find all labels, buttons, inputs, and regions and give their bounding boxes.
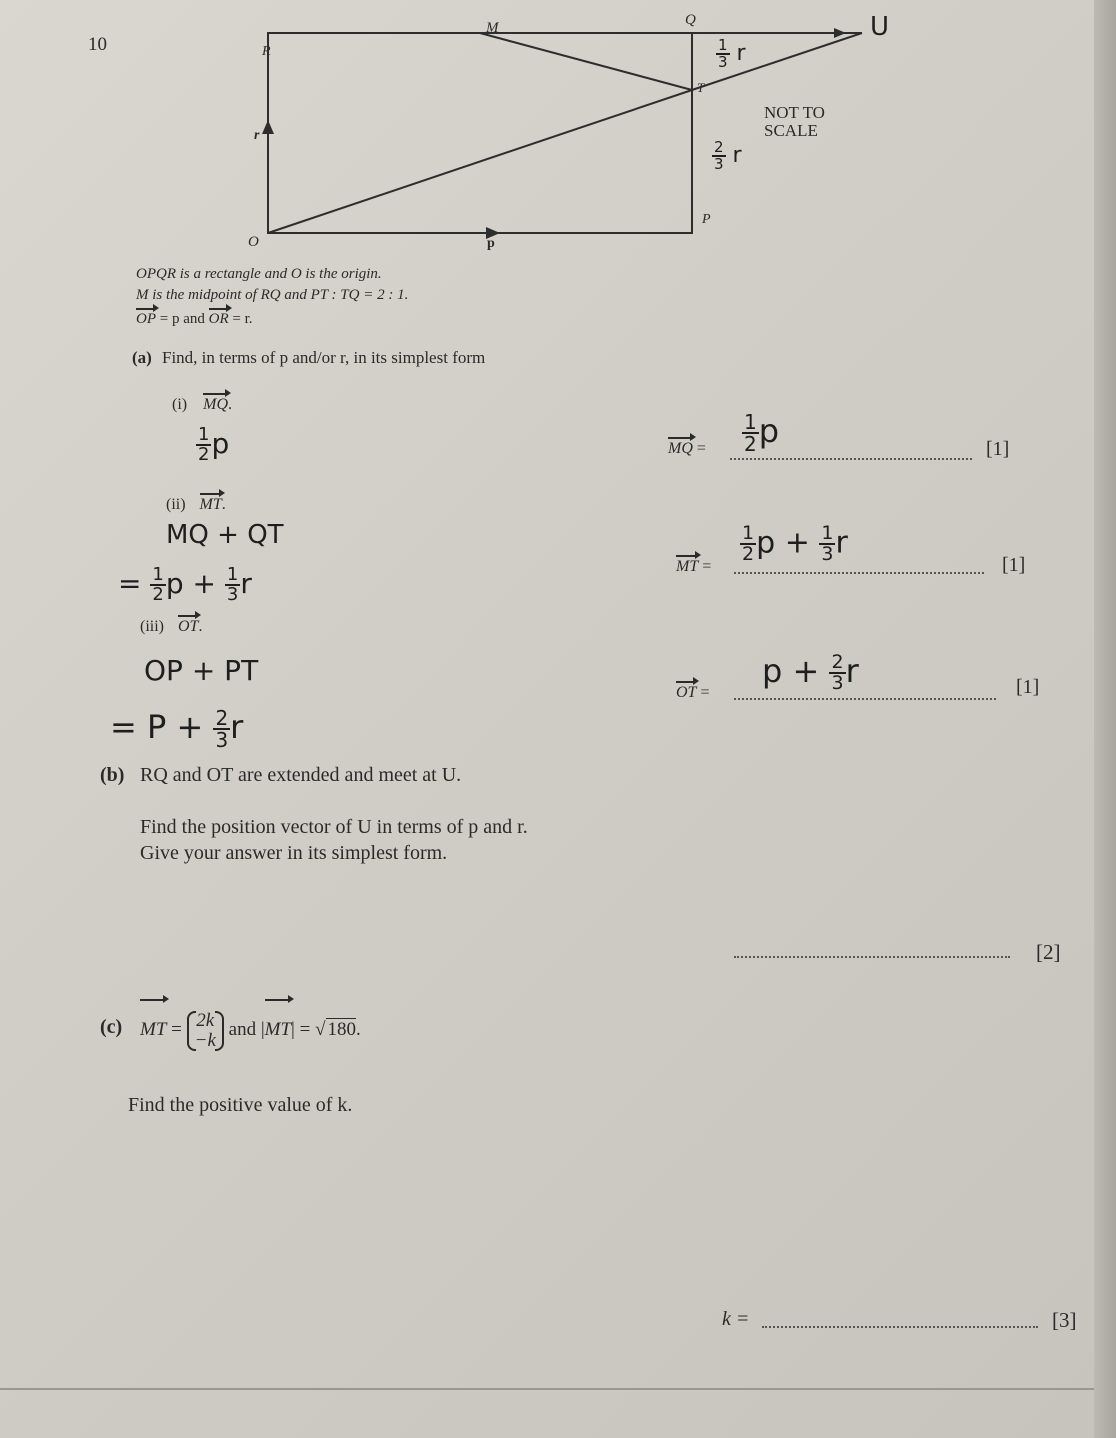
w3-prefix: = <box>110 708 137 746</box>
column-vector <box>187 1011 224 1051</box>
part-c-answer-label: k = <box>722 1308 750 1330</box>
hand-frac-mid-num: 2 <box>714 138 724 156</box>
answer-line-a-iii[interactable] <box>734 698 996 700</box>
eq-i: = <box>696 440 706 457</box>
w2-v1: p <box>165 567 184 600</box>
part-c-label: (c) <box>100 1016 123 1038</box>
part-a-i-working <box>196 426 229 464</box>
eq-ii: = <box>702 558 712 575</box>
w2-f1-den: 2 <box>152 584 164 605</box>
work-i-var: p <box>211 427 230 460</box>
a2-f2-den: 3 <box>821 543 834 565</box>
arrow-qu <box>834 28 846 38</box>
ans-i-num: 1 <box>744 410 757 434</box>
part-a-i-label: (i) <box>172 396 188 413</box>
part-a-i-question: (i) MQ. <box>172 396 232 413</box>
hand-frac-top-var: r <box>736 41 746 66</box>
part-c-line2: Find the positive value of k. <box>128 1094 353 1116</box>
sqrt-symbol: √ <box>315 1019 326 1040</box>
part-a-i-answer <box>742 412 779 454</box>
part-b-line2: Find the position vector of U in terms of p and r. <box>140 816 528 838</box>
label-p: P <box>702 212 711 227</box>
hand-frac-mid-den: 3 <box>714 155 724 173</box>
hand-annotation-two-thirds-r <box>712 140 742 172</box>
column-vector-top: 2k <box>196 1009 215 1031</box>
intro-line2: M is the midpoint of RQ and PT : TQ = 2 : 1. <box>136 287 409 303</box>
w2-f1-num: 1 <box>152 564 164 585</box>
work-i-num: 1 <box>198 424 210 445</box>
w2-v2: r <box>240 567 252 600</box>
w3-f2-num: 2 <box>215 706 229 730</box>
part-a-ii-label: (ii) <box>166 496 186 513</box>
part-c-question <box>140 1002 361 1058</box>
part-a-iii-question: (iii) OT. <box>140 618 203 635</box>
line-ot <box>268 90 692 233</box>
w3-f2-den: 3 <box>215 728 229 752</box>
c-eq: = <box>171 1019 182 1040</box>
not-to-scale-line2: SCALE <box>764 121 818 140</box>
answer-line-c[interactable] <box>762 1326 1038 1328</box>
answer-vec-mq: MQ <box>668 440 693 457</box>
part-a-label: (a) <box>132 348 152 367</box>
eq-iii: = <box>700 684 710 701</box>
part-a-ii-answer-label <box>676 558 711 576</box>
w2-prefix: = <box>118 567 142 600</box>
c-and: and <box>228 1019 257 1040</box>
mark-a-iii: [1] <box>1016 676 1040 698</box>
vec-op: OP <box>136 311 156 327</box>
w2-f2-den: 3 <box>226 584 239 605</box>
part-a-ii-working2 <box>118 566 252 604</box>
a2-f2-num: 1 <box>821 522 834 544</box>
w3-v1: P <box>146 708 167 746</box>
work-i-den: 2 <box>198 444 210 465</box>
mark-c: [3] <box>1052 1308 1077 1332</box>
vec-or: OR <box>208 311 229 327</box>
not-to-scale <box>764 104 825 140</box>
c-end: . <box>356 1019 361 1040</box>
rectangle-diagram <box>0 0 1116 300</box>
part-a-iii-working1: OP + PT <box>144 654 259 687</box>
label-q: Q <box>685 12 696 28</box>
a3-f2-num: 2 <box>831 651 844 673</box>
hand-frac-top-num: 1 <box>718 36 728 54</box>
w2-f2-num: 1 <box>226 564 239 585</box>
part-a-iii-answer-label <box>676 684 709 702</box>
ans-i-den: 2 <box>744 432 757 456</box>
part-a-i-answer-label <box>668 440 706 458</box>
a2-plus: + <box>784 525 810 561</box>
rectangle-opqr <box>268 33 692 233</box>
vec-mt: MT <box>199 496 222 513</box>
a3-v1: p <box>762 652 783 690</box>
a2-f1-den: 2 <box>742 543 755 565</box>
part-a-text: Find, in terms of p and/or r, in its simplest form <box>162 348 486 367</box>
a3-f2-den: 3 <box>831 672 844 694</box>
answer-vec-ot: OT <box>676 684 697 701</box>
part-a-iii-working2 <box>110 708 243 750</box>
part-b-label: (b) <box>100 764 125 786</box>
w3-v2: r <box>230 708 244 746</box>
mark-a-ii: [1] <box>1002 554 1026 576</box>
a2-v1: p <box>756 525 776 561</box>
column-vector-bottom: −k <box>194 1029 216 1051</box>
hand-annotation-third-r <box>716 38 746 70</box>
answer-line-b[interactable] <box>734 956 1010 958</box>
a2-v2: r <box>835 525 848 561</box>
c-mod-suffix: | = <box>291 1019 316 1040</box>
label-m: M <box>486 20 499 36</box>
footer-divider <box>0 1388 1094 1390</box>
w2-plus: + <box>192 567 216 600</box>
vec-mt-c: MT <box>140 1002 166 1058</box>
vec-mt-modulus: MT <box>265 1002 291 1058</box>
vec-mq: MQ <box>203 396 228 413</box>
not-to-scale-line1: NOT TO <box>764 103 825 122</box>
answer-vec-mt: MT <box>676 558 699 575</box>
line-mt <box>480 33 692 90</box>
mark-a-i: [1] <box>986 438 1010 460</box>
intro-line3 <box>136 311 253 328</box>
question-number: 10 <box>88 34 107 55</box>
part-a-iii-label: (iii) <box>140 618 164 635</box>
part-a-iii-answer <box>762 652 859 693</box>
part-a-ii-working1: MQ + QT <box>166 520 284 550</box>
label-p-vector: p <box>487 236 495 251</box>
a3-v2: r <box>845 652 859 690</box>
ans-i-var: p <box>758 412 780 450</box>
part-b-line1: RQ and OT are extended and meet at U. <box>140 764 462 786</box>
c-mod-prefix: | <box>260 1019 265 1040</box>
label-r-vertex: R <box>262 44 271 59</box>
part-b-line3: Give your answer in its simplest form. <box>140 842 448 864</box>
hand-frac-top-den: 3 <box>718 53 728 71</box>
label-t: T <box>697 80 705 95</box>
a3-plus: + <box>792 652 820 690</box>
mark-b: [2] <box>1036 940 1061 964</box>
w3-plus: + <box>176 708 204 746</box>
intro-line3-b: = p and <box>156 311 209 327</box>
sqrt-value: 180 <box>327 1019 357 1040</box>
vec-ot: OT <box>178 618 199 635</box>
intro-line1: OPQR is a rectangle and O is the origin. <box>136 266 382 282</box>
part-a-ii-answer <box>740 524 848 564</box>
answer-line-a-i[interactable] <box>730 458 972 460</box>
a2-f1-num: 1 <box>742 522 755 544</box>
label-r-vector: r <box>254 128 260 143</box>
intro-line3-d: = r. <box>228 311 253 327</box>
hand-frac-mid-var: r <box>732 143 742 168</box>
answer-line-a-ii[interactable] <box>734 572 984 574</box>
label-o: O <box>248 234 259 250</box>
arrow-r <box>262 120 274 134</box>
part-a-ii-question: (ii) MT. <box>166 496 226 513</box>
label-u: U <box>870 12 890 42</box>
